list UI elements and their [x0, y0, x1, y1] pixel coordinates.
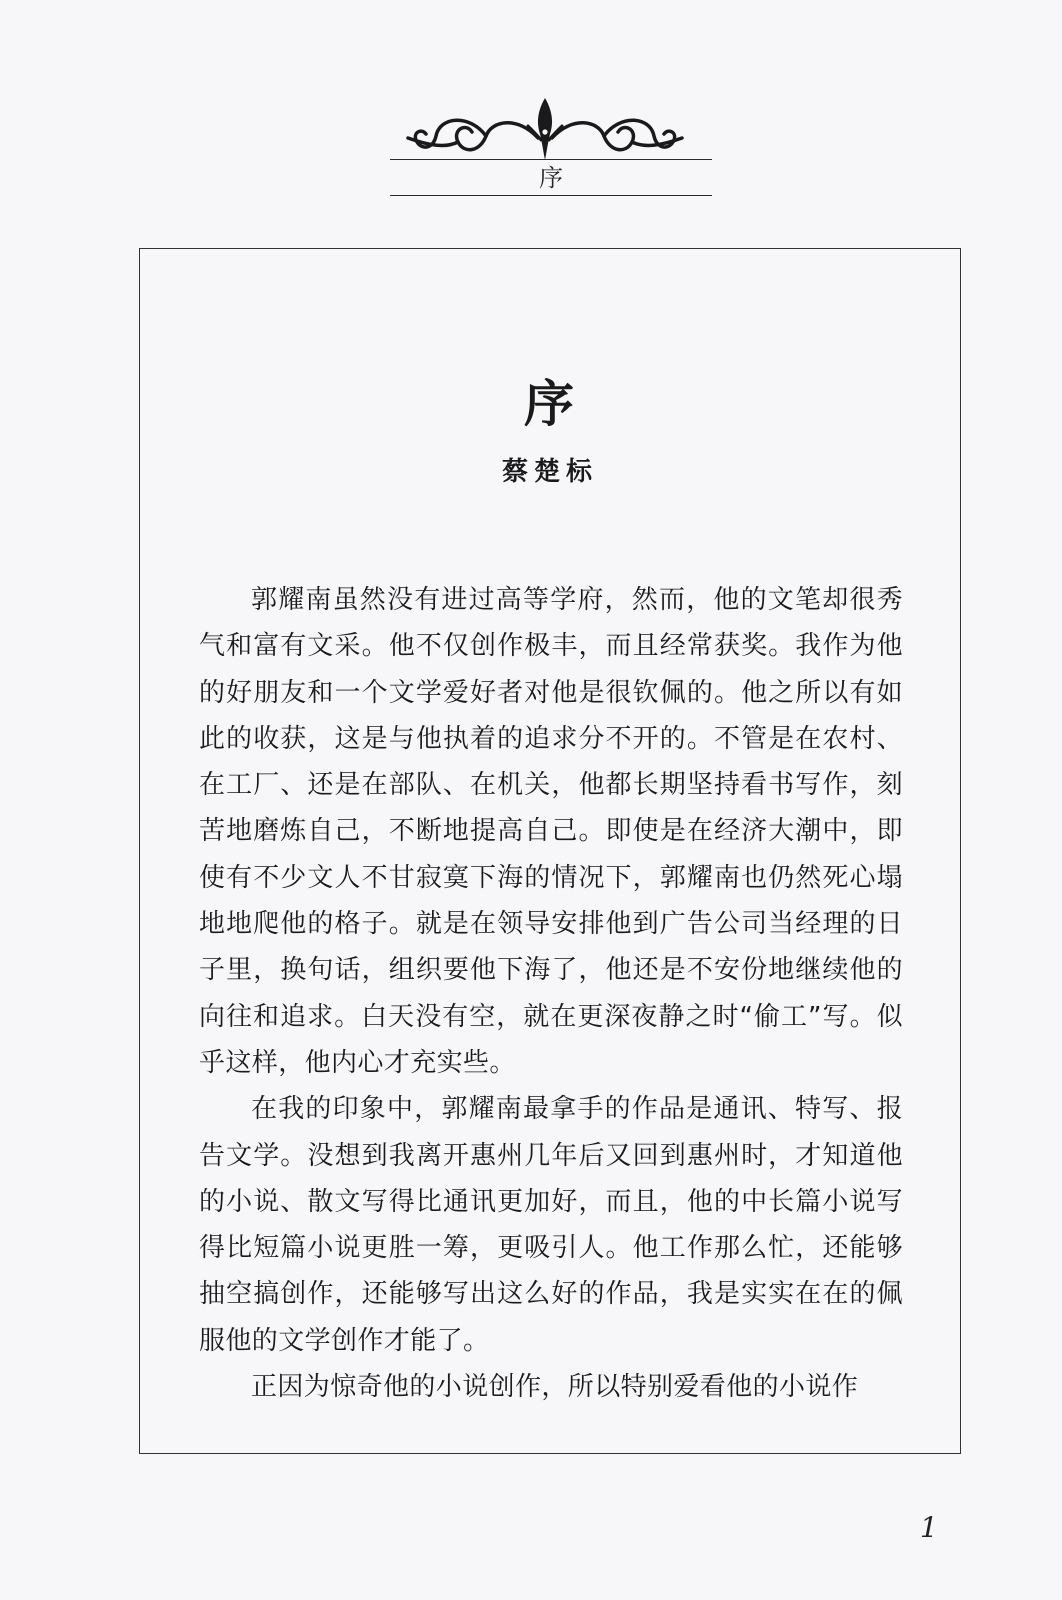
- body-text: [199, 577, 903, 1410]
- running-title: 序: [539, 164, 563, 192]
- header-rule-bottom: [390, 195, 712, 196]
- content-frame: [139, 248, 961, 1454]
- page-number: 1: [920, 1511, 938, 1544]
- author-name: 蔡楚标: [501, 457, 598, 487]
- header-rule-top: [390, 159, 712, 160]
- paragraph: 郭耀南虽然没有进过高等学府，然而，他的文笔却很秀气和富有文采。他不仅创作极丰，而且经常获奖。我作为他的好朋友和一个文学爱好者对他是很钦佩的。他之所以有如此的收获，这是与他执着的追求分不开的。不管是在农村、在工厂、还是在部队、在机关，他都长期坚持看书写作，刻苦地磨炼自己，不断地提高自己。即使是在经济大潮中，即使有不少文人不甘寂寞下海的情况下，郭耀南也仍然死心塌地地爬他的格子。就是在领导安排他到广告公司当经理的日子里，换句话，组织要他下海了，他还是不安份地继续他的向往和追求。白天没有空，就在更深夜静之时“偷工”写。似乎这样，他内心才充实些。: [199, 585, 903, 1078]
- decorative-flourish: [400, 96, 690, 164]
- page-title: 序: [524, 374, 576, 433]
- paragraph: 在我的印象中，郭耀南最拿手的作品是通讯、特写、报告文学。没想到我离开惠州几年后又回到惠州时，才知道他的小说、散文写得比通讯更加好，而且，他的中长篇小说写得比短篇小说更胜一筹，更吸引人。他工作那么忙，还能够抽空搞创作，还能够写出这么好的作品，我是实实在在的佩服他的文学创作才能了。: [199, 1094, 903, 1356]
- paragraph: 正因为惊奇他的小说创作，所以特别爱看他的小说作: [251, 1372, 859, 1403]
